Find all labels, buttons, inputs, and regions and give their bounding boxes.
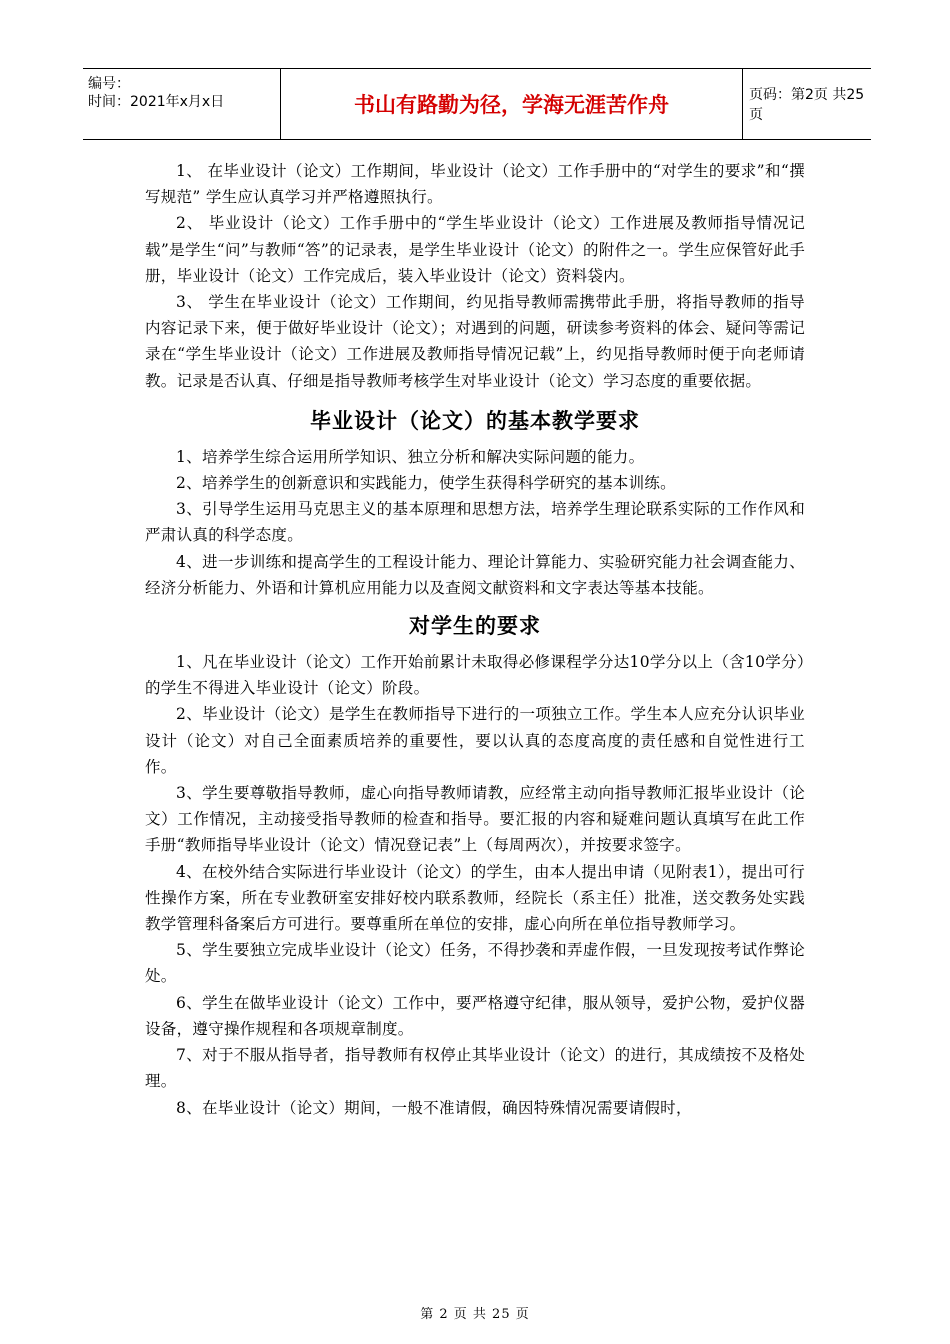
student-requirement-item: 6、学生在做毕业设计（论文）工作中，要严格遵守纪律，服从领导，爱护公物，爱护仪器设备，遵守操作规程和各项规章制度。 [145,993,805,1038]
page-code-text: 页码：第2页 共25页 [749,87,865,123]
page-footer: 第 2 页 共 25 页 [420,1307,530,1322]
header-page-code [743,69,871,139]
teaching-requirement-item: 4、进一步训练和提高学生的工程设计能力、理论计算能力、实验研究能力社会调查能力、经济分析能力、外语和计算机应用能力以及查阅文献资料和文字表达等基本技能。 [145,552,805,597]
student-requirement-item: 7、对于不服从指导者，指导教师有权停止其毕业设计（论文）的进行，其成绩按不及格处理。 [145,1046,805,1091]
document-number-label: 编号： [88,76,130,92]
section-title-teaching-requirements: 毕业设计（论文）的基本教学要求 [310,408,640,433]
student-requirement-item: 1、凡在毕业设计（论文）工作开始前累计未取得必修课程学分达10学分以上（含10学分）的学生不得进入毕业设计（论文）阶段。 [145,653,805,698]
intro-paragraph: 1、 在毕业设计（论文）工作期间，毕业设计（论文）工作手册中的“对学生的要求”和“撰写规范” 学生应认真学习并严格遵照执行。 [145,162,805,207]
student-requirement-item: 8、在毕业设计（论文）期间，一般不准请假，确因特殊情况需要请假时， [176,1098,692,1117]
document-body [145,158,805,1121]
teaching-requirement-item: 1、培养学生综合运用所学知识、独立分析和解决实际问题的能力。 [176,447,645,466]
student-requirement-item: 3、学生要尊敬指导教师，虚心向指导教师请教，应经常主动向指导教师汇报毕业设计（论文）工作情况，主动接受指导教师的检查和指导。要汇报的内容和疑难问题认真填写在此工作手册“教师指导毕业设计（论文）情况登记表”上（每周两次），并按要求签字。 [145,784,805,855]
page-header [83,68,871,140]
document-time-label: 时间：2021年x月x日 [88,94,225,110]
student-requirement-item: 5、学生要独立完成毕业设计（论文）任务，不得抄袭和弄虚作假，一旦发现按考试作弊论处。 [145,941,805,986]
header-meta [83,69,280,139]
student-requirement-item: 2、毕业设计（论文）是学生在教师指导下进行的一项独立工作。学生本人应充分认识毕业设计（论文）对自己全面素质培养的重要性，要以认真的态度高度的责任感和自觉性进行工作。 [145,705,805,776]
student-requirement-item: 4、在校外结合实际进行毕业设计（论文）的学生，由本人提出申请（见附表1），提出可行性操作方案，所在专业教研室安排好校内联系教师，经院长（系主任）批准，送交教务处实践教学管理科备案后方可进行。要尊重所在单位的安排，虚心向所在单位指导教师学习。 [145,862,805,934]
teaching-requirement-item: 2、培养学生的创新意识和实践能力，使学生获得科学研究的基本训练。 [176,474,676,493]
header-motto: 书山有路勤为径，学海无涯苦作舟 [354,93,669,117]
intro-paragraph: 3、 学生在毕业设计（论文）工作期间，约见指导教师需携带此手册，将指导教师的指导内容记录下来，便于做好毕业设计（论文）；对遇到的问题，研读参考资料的体会、疑问等需记录在“学生毕业设计（论文）工作进展及教师指导情况记载”上，约见指导教师时便于向老师请教。记录是否认真、仔细是指导教师考核学生对毕业设计（论文）学习态度的重要依据。 [145,293,805,390]
intro-paragraph: 2、 毕业设计（论文）工作手册中的“学生毕业设计（论文）工作进展及教师指导情况记载”是学生“问”与教师“答”的记录表，是学生毕业设计（论文）的附件之一。学生应保管好此手册，毕业设计（论文）工作完成后，装入毕业设计（论文）资料袋内。 [145,214,805,285]
teaching-requirement-item: 3、引导学生运用马克思主义的基本原理和思想方法，培养学生理论联系实际的工作作风和严肃认真的科学态度。 [145,500,805,545]
section-title-student-requirements: 对学生的要求 [409,614,541,639]
